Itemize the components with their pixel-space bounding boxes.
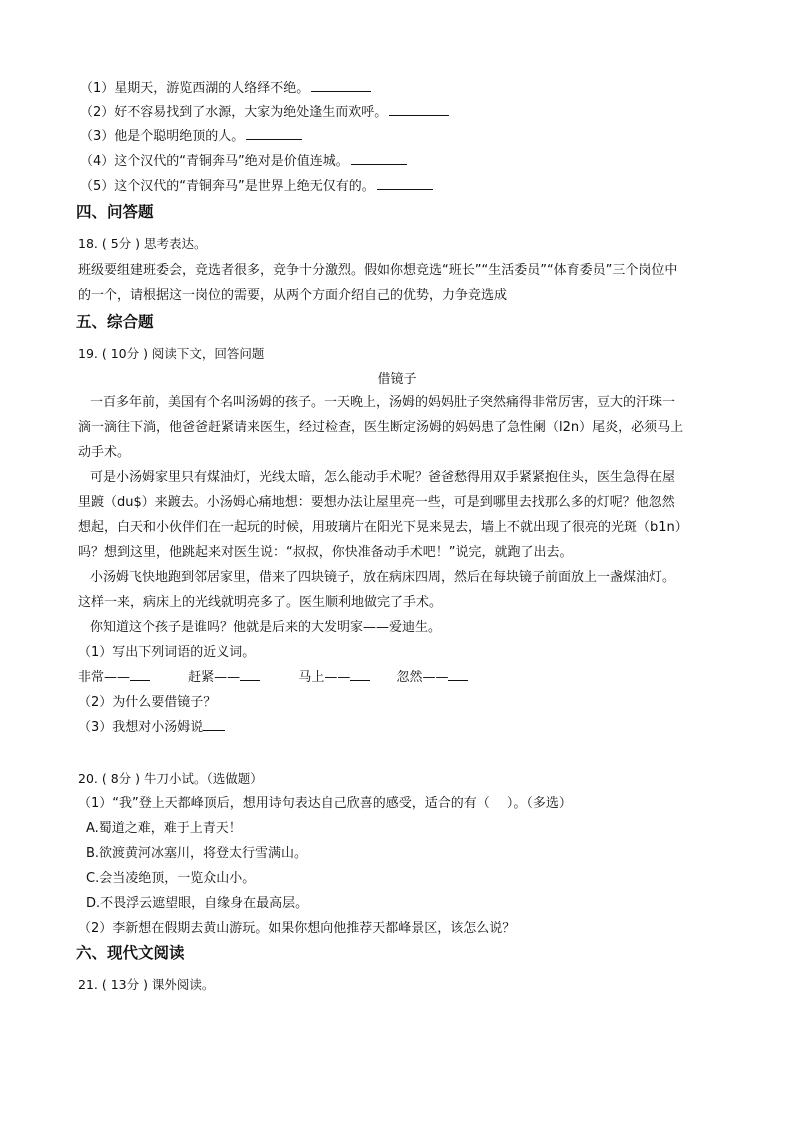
q19-sub1: （1）写出下列词语的近义词。 xyxy=(78,645,256,660)
q17-item-2: （2）好不容易找到了水源，大家为绝处逢生而欢呼。 xyxy=(80,103,449,123)
q19-sub2: （2）为什么要借镜子？ xyxy=(78,695,217,710)
q17-item-4: （4）这个汉代的“青铜奔马”绝对是价值连城。 xyxy=(80,152,407,172)
answer-blank[interactable] xyxy=(203,718,225,731)
section-heading-4: 四、问答题 xyxy=(76,203,154,221)
passage-line: 可是小汤姆家里只有煤油灯，光线太暗，怎么能动手术呢？爸爸愁得用双手紧紧抱住头，医生急得在屋 xyxy=(90,470,676,485)
answer-blank[interactable] xyxy=(246,127,302,140)
passage-title: 借镜子 xyxy=(377,372,417,387)
q20-header: 20. ( 8分 ) 牛刀小试。（选做题） xyxy=(78,771,263,786)
answer-blank[interactable] xyxy=(130,668,150,681)
passage-line: 里踱（du$）来踱去。小汤姆心痛地想：要想办法让屋里亮一些，可是到哪里去找那么多的灯呢？他忽然 xyxy=(78,495,675,510)
q19-header: 19. ( 10分 ) 阅读下文，回答问题 xyxy=(78,346,265,361)
answer-blank[interactable] xyxy=(377,177,433,190)
q18-text-line: 班级要组建班委会，竞选者很多，竞争十分激烈。假如你想竞选“班长”“生活委员”“体育委员”三个岗位中 xyxy=(78,263,678,278)
q19-sub3: （3）我想对小汤姆说 xyxy=(78,718,225,738)
q17-item-1: （1）星期天，游览西湖的人络绎不绝。 xyxy=(80,79,371,99)
q17-item-3: （3）他是个聪明绝顶的人。 xyxy=(80,127,302,147)
passage-line: 这样一来，病床上的光线就明亮多了。医生顺利地做完了手术。 xyxy=(78,595,443,610)
passage-line: 小汤姆飞快地跑到邻居家里，借来了四块镜子，放在病床四周，然后在每块镜子前面放上一盏煤油灯。 xyxy=(90,570,676,585)
q20-option-a[interactable]: A.蜀道之难，难于上青天！ xyxy=(86,821,242,836)
q18-header: 18. ( 5分 ) 思考表达。 xyxy=(78,236,207,251)
section-heading-5: 五、综合题 xyxy=(76,313,154,331)
q18-text-line: 的一个，请根据这一岗位的需要，从两个方面介绍自己的优势，力争竞选成 xyxy=(78,288,508,303)
passage-line: 一百多年前，美国有个名叫汤姆的孩子。一天晚上，汤姆的妈妈肚子突然痛得非常厉害，豆大的汗珠一 xyxy=(90,395,676,410)
answer-blank[interactable] xyxy=(351,152,407,165)
q21-header: 21. ( 13分 ) 课外阅读。 xyxy=(78,977,215,992)
answer-blank[interactable] xyxy=(350,668,370,681)
answer-blank[interactable] xyxy=(240,668,260,681)
passage-line: 滴一滴往下淌，他爸爸赶紧请来医生，经过检查，医生断定汤姆的妈妈患了急性阑（l2n）尾炎，必须马上 xyxy=(78,420,684,435)
answer-blank[interactable] xyxy=(389,103,449,116)
passage-line: 吗？想到这里，他跳起来对医生说：“叔叔，你快准备动手术吧！”说完，就跑了出去。 xyxy=(78,545,573,560)
q20-option-b[interactable]: B.欲渡黄河冰塞川，将登太行雪满山。 xyxy=(86,846,308,861)
q20-option-d[interactable]: D.不畏浮云遮望眼，自缘身在最高层。 xyxy=(86,896,309,911)
passage-line: 你知道这个孩子是谁吗？他就是后来的大发明家——爱迪生。 xyxy=(90,620,442,635)
q20-sub2: （2）李新想在假期去黄山游玩。如果你想向他推荐天都峰景区，该怎么说？ xyxy=(78,921,516,936)
passage-line: 动手术。 xyxy=(78,445,131,460)
q20-sub1: （1）“我”登上天都峰顶后，想用诗句表达自己欣喜的感受，适合的有（ ）。（多选） xyxy=(78,796,572,811)
synonym-row: 非常—— 赶紧—— 马上—— 忽然—— xyxy=(78,668,468,688)
q17-item-5: （5）这个汉代的“青铜奔马”是世界上绝无仅有的。 xyxy=(80,177,433,197)
q20-option-c[interactable]: C.会当凌绝顶，一览众山小。 xyxy=(86,871,256,886)
answer-blank[interactable] xyxy=(448,668,468,681)
section-heading-6: 六、现代文阅读 xyxy=(76,944,185,962)
passage-line: 想起，白天和小伙伴们在一起玩的时候，用玻璃片在阳光下晃来晃去，墙上不就出现了很亮的光斑（b1n） xyxy=(78,520,688,535)
answer-blank[interactable] xyxy=(311,79,371,92)
